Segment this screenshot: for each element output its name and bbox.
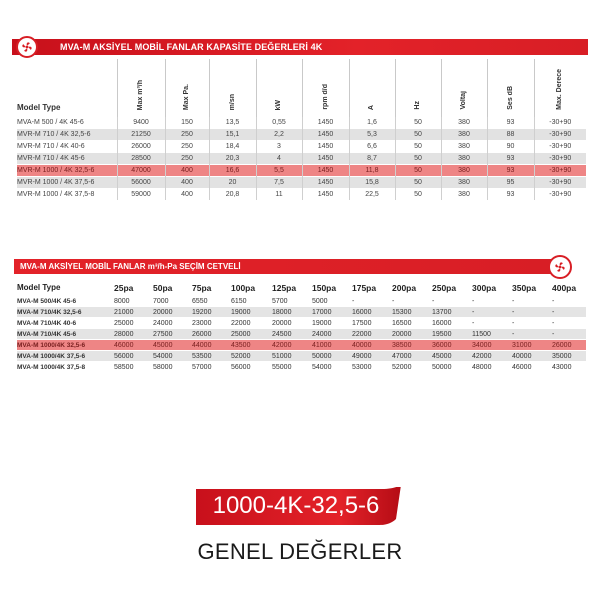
value-cell: 47000 — [392, 351, 432, 362]
column-header: 75pa — [192, 280, 231, 296]
value-cell: - — [512, 297, 515, 305]
value-cell: 36000 — [432, 340, 472, 351]
value-cell: 17500 — [352, 319, 372, 327]
value-cell: 21250 — [117, 129, 165, 141]
model-cell: MVR-M 1000 / 4K 37,5-8 — [17, 191, 95, 198]
column-header-label: Hz — [414, 101, 421, 110]
value-cell: 4 — [256, 153, 302, 165]
value-cell: 22,5 — [349, 189, 395, 201]
value-cell: 0,55 — [256, 117, 302, 129]
value-cell: 34000 — [472, 340, 512, 351]
value-cell: 46000 — [512, 363, 532, 371]
column-header: 300pa — [472, 280, 512, 296]
value-cell: 35000 — [552, 351, 586, 362]
value-cell: 24500 — [272, 329, 312, 340]
value-cell: 1,6 — [349, 117, 395, 129]
model-cell: MVA-M 1000/4K 37,5-8 — [17, 363, 86, 371]
value-cell: 93 — [487, 165, 534, 177]
value-cell: 50 — [395, 129, 441, 141]
value-cell: 20 — [209, 177, 256, 189]
table2-title-banner — [14, 259, 554, 274]
value-cell: 41000 — [312, 340, 352, 351]
value-cell: 22000 — [231, 319, 251, 327]
value-cell: -30+90 — [534, 189, 586, 201]
value-cell: - — [432, 297, 435, 305]
value-cell: 43000 — [552, 363, 572, 371]
model-banner — [196, 487, 402, 525]
value-cell: 3 — [256, 141, 302, 153]
value-cell: 50 — [395, 177, 441, 189]
model-cell: MVA-M 710/4K 40-6 — [17, 319, 77, 327]
value-cell: 93 — [487, 189, 534, 201]
value-cell: 5,5 — [256, 165, 302, 177]
value-cell: 42000 — [272, 340, 312, 351]
value-cell: 26000 — [117, 141, 165, 153]
value-cell: 21000 — [114, 307, 153, 318]
value-cell: 380 — [441, 177, 487, 189]
value-cell: 56000 — [231, 363, 251, 371]
value-cell: 18000 — [272, 307, 312, 318]
value-cell: - — [552, 329, 586, 340]
model-cell: MVA-M 500 / 4K 45-6 — [17, 119, 84, 126]
value-cell: 13,5 — [209, 117, 256, 129]
value-cell: 250 — [165, 129, 209, 141]
table-row — [17, 307, 586, 318]
value-cell: 250 — [165, 141, 209, 153]
value-cell: 43500 — [231, 340, 272, 351]
capacity-table — [17, 59, 586, 200]
value-cell: - — [472, 319, 475, 327]
value-cell: 57000 — [192, 363, 212, 371]
value-cell: 400 — [165, 177, 209, 189]
value-cell: 88 — [487, 129, 534, 141]
table-row — [17, 189, 586, 201]
table-row — [17, 165, 586, 177]
column-header — [441, 59, 487, 117]
value-cell: -30+90 — [534, 177, 586, 189]
value-cell: 6550 — [192, 297, 208, 305]
value-cell: 38500 — [392, 340, 432, 351]
table-row — [17, 117, 586, 129]
value-cell: 380 — [441, 153, 487, 165]
value-cell: 1450 — [302, 117, 349, 129]
column-header — [534, 59, 586, 117]
column-header — [256, 59, 302, 117]
column-header: 400pa — [552, 280, 586, 296]
column-header-label: rpm d/d — [321, 84, 329, 110]
column-header: 125pa — [272, 280, 312, 296]
table-row — [17, 351, 586, 362]
column-header: Model Type — [17, 59, 117, 117]
value-cell: 28000 — [114, 329, 153, 340]
column-header-label: Max Pa. — [183, 83, 190, 110]
value-cell: 2,2 — [256, 129, 302, 141]
value-cell: 20,3 — [209, 153, 256, 165]
value-cell: 18,4 — [209, 141, 256, 153]
value-cell: 9400 — [117, 117, 165, 129]
column-header — [165, 59, 209, 117]
table-row — [17, 129, 586, 141]
value-cell: 44000 — [192, 340, 231, 351]
model-cell: MVR-M 1000 / 4K 32,5-6 — [17, 165, 117, 177]
value-cell: 7,5 — [256, 177, 302, 189]
value-cell: 50000 — [312, 351, 352, 362]
column-header-label: Voltaj — [460, 91, 467, 110]
value-cell: 20000 — [392, 329, 432, 340]
table-row — [17, 340, 586, 351]
column-header: 350pa — [512, 280, 552, 296]
value-cell: 93 — [487, 117, 534, 129]
model-code: 1000-4K-32,5-6 — [212, 492, 380, 519]
value-cell: 90 — [487, 141, 534, 153]
value-cell: 11500 — [472, 329, 512, 340]
value-cell: -30+90 — [534, 153, 586, 165]
table-row — [17, 318, 586, 329]
value-cell: 19500 — [432, 329, 472, 340]
column-header: 50pa — [153, 280, 192, 296]
value-cell: 53000 — [352, 363, 372, 371]
value-cell: -30+90 — [534, 117, 586, 129]
column-header-label: m/sn — [228, 93, 236, 110]
value-cell: 95 — [487, 177, 534, 189]
value-cell: -30+90 — [534, 141, 586, 153]
value-cell: 1450 — [302, 165, 349, 177]
value-cell: 50 — [395, 117, 441, 129]
value-cell: 20000 — [153, 307, 192, 318]
value-cell: 50000 — [432, 363, 452, 371]
value-cell: - — [512, 319, 515, 327]
value-cell: 50 — [395, 153, 441, 165]
value-cell: 31000 — [512, 340, 552, 351]
value-cell: 25000 — [231, 329, 272, 340]
value-cell: 52000 — [392, 363, 412, 371]
column-header: 175pa — [352, 280, 392, 296]
value-cell: 46000 — [114, 340, 153, 351]
value-cell: 24000 — [153, 319, 173, 327]
value-cell: - — [392, 297, 395, 305]
value-cell: 16500 — [392, 319, 412, 327]
model-cell: MVA-M 710/4K 32,5-6 — [17, 307, 114, 318]
value-cell: 50 — [395, 189, 441, 201]
value-cell: 40000 — [512, 351, 552, 362]
model-cell: MVR-M 710 / 4K 32,5-6 — [17, 129, 117, 141]
value-cell: 15,8 — [349, 177, 395, 189]
selection-table — [17, 280, 586, 372]
fan-logo-icon — [548, 255, 572, 279]
value-cell: 54000 — [312, 363, 332, 371]
value-cell: 55000 — [272, 363, 292, 371]
value-cell: - — [512, 307, 552, 318]
value-cell: 26000 — [192, 329, 231, 340]
value-cell: 24000 — [312, 329, 352, 340]
value-cell: 8000 — [114, 297, 130, 305]
value-cell: 53500 — [192, 351, 231, 362]
value-cell: 45000 — [432, 351, 472, 362]
value-cell: 250 — [165, 153, 209, 165]
value-cell: 47000 — [117, 165, 165, 177]
value-cell: 59000 — [117, 189, 165, 201]
section-title: GENEL DEĞERLER — [197, 539, 403, 564]
value-cell: - — [552, 297, 555, 305]
value-cell: 93 — [487, 153, 534, 165]
value-cell: 50 — [395, 141, 441, 153]
value-cell: 28500 — [117, 153, 165, 165]
value-cell: 16,6 — [209, 165, 256, 177]
column-header: Model Type — [17, 280, 114, 296]
value-cell: - — [352, 297, 355, 305]
value-cell: 15300 — [392, 307, 432, 318]
value-cell: 5700 — [272, 297, 288, 305]
value-cell: 45000 — [153, 340, 192, 351]
value-cell: 54000 — [153, 351, 192, 362]
model-cell: MVR-M 710 / 4K 45-6 — [17, 153, 117, 165]
value-cell: 50 — [395, 165, 441, 177]
value-cell: 19000 — [231, 307, 272, 318]
value-cell: 8,7 — [349, 153, 395, 165]
table-row — [17, 153, 586, 165]
table1-title: MVA-M AKSİYEL MOBİL FANLAR KAPASİTE DEĞERLERİ 4K — [60, 42, 323, 52]
value-cell: 48000 — [472, 363, 492, 371]
value-cell: 26000 — [552, 340, 586, 351]
value-cell: - — [552, 307, 586, 318]
value-cell: - — [472, 297, 475, 305]
value-cell: 40000 — [352, 340, 392, 351]
value-cell: 380 — [441, 117, 487, 129]
value-cell: 1450 — [302, 141, 349, 153]
value-cell: - — [512, 329, 552, 340]
value-cell: 51000 — [272, 351, 312, 362]
table-row — [17, 296, 586, 307]
table-header-row — [17, 59, 586, 117]
column-header: 250pa — [432, 280, 472, 296]
column-header-label: Max. Derece — [556, 69, 564, 110]
column-header-label: Max m³/h — [137, 79, 144, 110]
model-cell: MVR-M 710 / 4K 40-6 — [17, 143, 85, 150]
column-header — [487, 59, 534, 117]
value-cell: - — [552, 319, 555, 327]
column-header: 25pa — [114, 280, 153, 296]
value-cell: - — [472, 307, 512, 318]
value-cell: 15,1 — [209, 129, 256, 141]
column-header-label: A — [368, 104, 375, 110]
value-cell: -30+90 — [534, 165, 586, 177]
column-header-label: kW — [275, 99, 282, 110]
table-header-row — [17, 280, 586, 296]
value-cell: 42000 — [472, 351, 512, 362]
value-cell: 1450 — [302, 153, 349, 165]
column-header: 150pa — [312, 280, 352, 296]
value-cell: 400 — [165, 189, 209, 201]
value-cell: 56000 — [117, 177, 165, 189]
table-row — [17, 141, 586, 153]
value-cell: 5,3 — [349, 129, 395, 141]
value-cell: 380 — [441, 165, 487, 177]
value-cell: 5000 — [312, 297, 328, 305]
column-header — [302, 59, 349, 117]
value-cell: 23000 — [192, 319, 212, 327]
table1-title-banner — [12, 39, 588, 55]
value-cell: 11,8 — [349, 165, 395, 177]
value-cell: 20,8 — [209, 189, 256, 201]
model-cell: MVA-M 500/4K 45-6 — [17, 297, 77, 305]
column-header: 200pa — [392, 280, 432, 296]
column-header: 100pa — [231, 280, 272, 296]
value-cell: 6150 — [231, 297, 247, 305]
table-row — [17, 362, 586, 373]
value-cell: 49000 — [352, 351, 392, 362]
value-cell: 52000 — [231, 351, 272, 362]
column-header-label: Ses dB — [506, 86, 514, 110]
column-header — [209, 59, 256, 117]
value-cell: 11 — [256, 189, 302, 201]
value-cell: 380 — [441, 189, 487, 201]
value-cell: 22000 — [352, 329, 392, 340]
table-row — [17, 177, 586, 189]
fan-logo-icon — [16, 36, 38, 58]
model-cell: MVA-M 1000/4K 32,5-6 — [17, 340, 114, 351]
value-cell: 400 — [165, 165, 209, 177]
value-cell: 20000 — [272, 319, 292, 327]
value-cell: 16000 — [352, 307, 392, 318]
value-cell: 380 — [441, 129, 487, 141]
value-cell: 25000 — [114, 319, 134, 327]
value-cell: 150 — [165, 117, 209, 129]
value-cell: 16000 — [432, 319, 452, 327]
value-cell: 7000 — [153, 297, 169, 305]
value-cell: 19200 — [192, 307, 231, 318]
value-cell: 27500 — [153, 329, 192, 340]
value-cell: 17000 — [312, 307, 352, 318]
value-cell: 58500 — [114, 363, 134, 371]
model-cell: MVR-M 1000 / 4K 37,5-6 — [17, 177, 117, 189]
value-cell: -30+90 — [534, 129, 586, 141]
value-cell: 380 — [441, 141, 487, 153]
table-row — [17, 329, 586, 340]
value-cell: 1450 — [302, 129, 349, 141]
column-header — [395, 59, 441, 117]
model-cell: MVA-M 710/4K 45-6 — [17, 329, 114, 340]
value-cell: 1450 — [302, 177, 349, 189]
value-cell: 56000 — [114, 351, 153, 362]
value-cell: 13700 — [432, 307, 472, 318]
column-header — [349, 59, 395, 117]
column-header — [117, 59, 165, 117]
value-cell: 6,6 — [349, 141, 395, 153]
model-cell: MVA-M 1000/4K 37,5-6 — [17, 351, 114, 362]
value-cell: 19000 — [312, 319, 332, 327]
value-cell: 58000 — [153, 363, 173, 371]
table2-title: MVA-M AKSİYEL MOBİL FANLAR m³/h-Pa SEÇİM CETVELİ — [20, 262, 241, 271]
value-cell: 1450 — [302, 189, 349, 201]
